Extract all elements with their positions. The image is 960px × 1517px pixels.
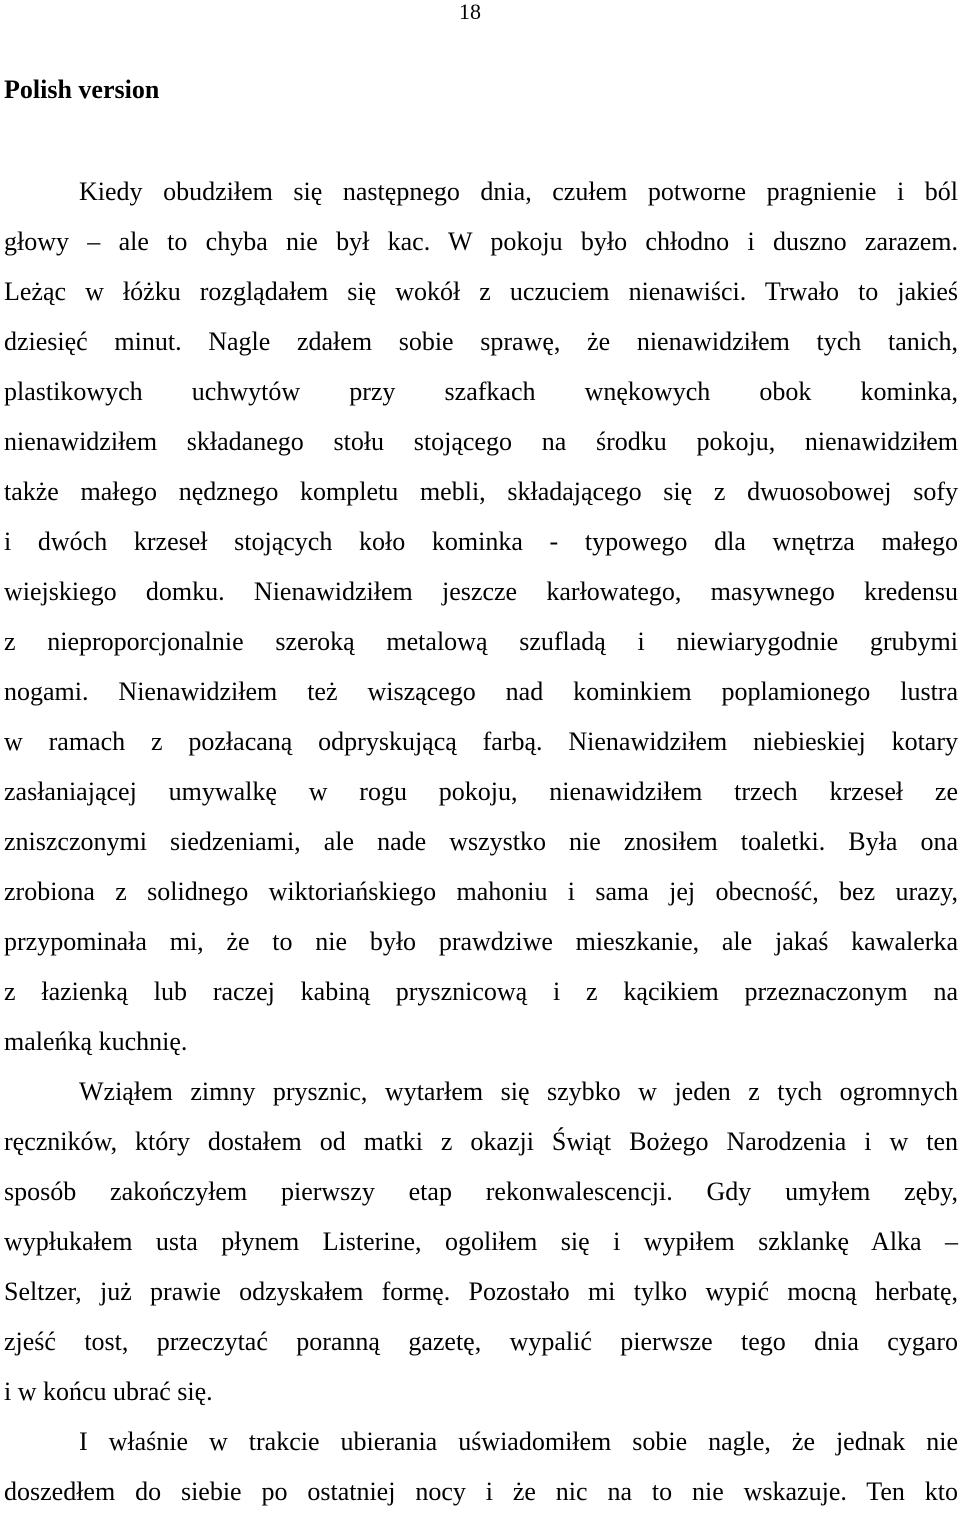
text-line: wiejskiego domku. Nienawidziłem jeszcze karłowatego, masywnego kredensu [4, 577, 958, 606]
text-line: Seltzer, już prawie odzyskałem formę. Pozostało mi tylko wypić mocną herbatę, [4, 1277, 958, 1306]
paragraph-3 [4, 1417, 958, 1517]
text-line: przypominała mi, że to nie było prawdziwe mieszkanie, ale jakaś kawalerka [4, 927, 958, 956]
text-line: ręczników, który dostałem od matki z okazji Świąt Bożego Narodzenia i w ten [4, 1127, 958, 1156]
text-line: z łazienką lub raczej kabiną prysznicową i z kącikiem przeznaczonym na [4, 977, 958, 1006]
text-line: nienawidziłem składanego stołu stojącego na środku pokoju, nienawidziłem [4, 427, 958, 456]
text-line: Leżąc w łóżku rozglądałem się wokół z uczuciem nienawiści. Trwało to jakieś [4, 277, 958, 306]
text-line: wypłukałem usta płynem Listerine, ogoliłem się i wypiłem szklankę Alka – [4, 1227, 958, 1256]
text-line: także małego nędznego kompletu mebli, składającego się z dwuosobowej sofy [4, 477, 958, 506]
text-line: sposób zakończyłem pierwszy etap rekonwalescencji. Gdy umyłem zęby, [4, 1177, 958, 1206]
text-line: i dwóch krzeseł stojących koło kominka - typowego dla wnętrza małego [4, 527, 958, 556]
text-line: nogami. Nienawidziłem też wiszącego nad kominkiem poplamionego lustra [4, 677, 958, 706]
text-line: w ramach z pozłacaną odpryskującą farbą. Nienawidziłem niebieskiej kotary [4, 727, 958, 756]
page-number: 18 [459, 0, 481, 24]
text-line: plastikowych uchwytów przy szafkach wnękowych obok kominka, [4, 377, 958, 406]
text-line: zasłaniającej umywalkę w rogu pokoju, nienawidziłem trzech krzeseł ze [4, 777, 958, 806]
text-line: zrobiona z solidnego wiktoriańskiego mahoniu i sama jej obecność, bez urazy, [4, 877, 958, 906]
text-line: głowy – ale to chyba nie był kac. W pokoju było chłodno i duszno zarazem. [4, 227, 958, 256]
text-line: zjeść tost, przeczytać poranną gazetę, wypalić pierwsze tego dnia cygaro [4, 1327, 958, 1356]
text-line: doszedłem do siebie po ostatniej nocy i że nic na to nie wskazuje. Ten kto [4, 1477, 958, 1506]
paragraph-1 [4, 167, 958, 1067]
text-line: Kiedy obudziłem się następnego dnia, czułem potworne pragnienie i ból [79, 177, 958, 206]
text-line: maleńką kuchnię. [4, 1027, 188, 1056]
paragraph-2 [4, 1067, 958, 1417]
text-line: i w końcu ubrać się. [4, 1377, 213, 1406]
text-line: I właśnie w trakcie ubierania uświadomiłem sobie nagle, że jednak nie [79, 1427, 958, 1456]
text-line: z nieproporcjonalnie szeroką metalową szufladą i niewiarygodnie grubymi [4, 627, 958, 656]
text-line: zniszczonymi siedzeniami, ale nade wszystko nie znosiłem toaletki. Była ona [4, 827, 958, 856]
text-line: Wziąłem zimny prysznic, wytarłem się szybko w jeden z tych ogromnych [79, 1077, 958, 1106]
section-heading: Polish version [4, 75, 160, 104]
text-line: dziesięć minut. Nagle zdałem sobie sprawę, że nienawidziłem tych tanich, [4, 327, 958, 356]
